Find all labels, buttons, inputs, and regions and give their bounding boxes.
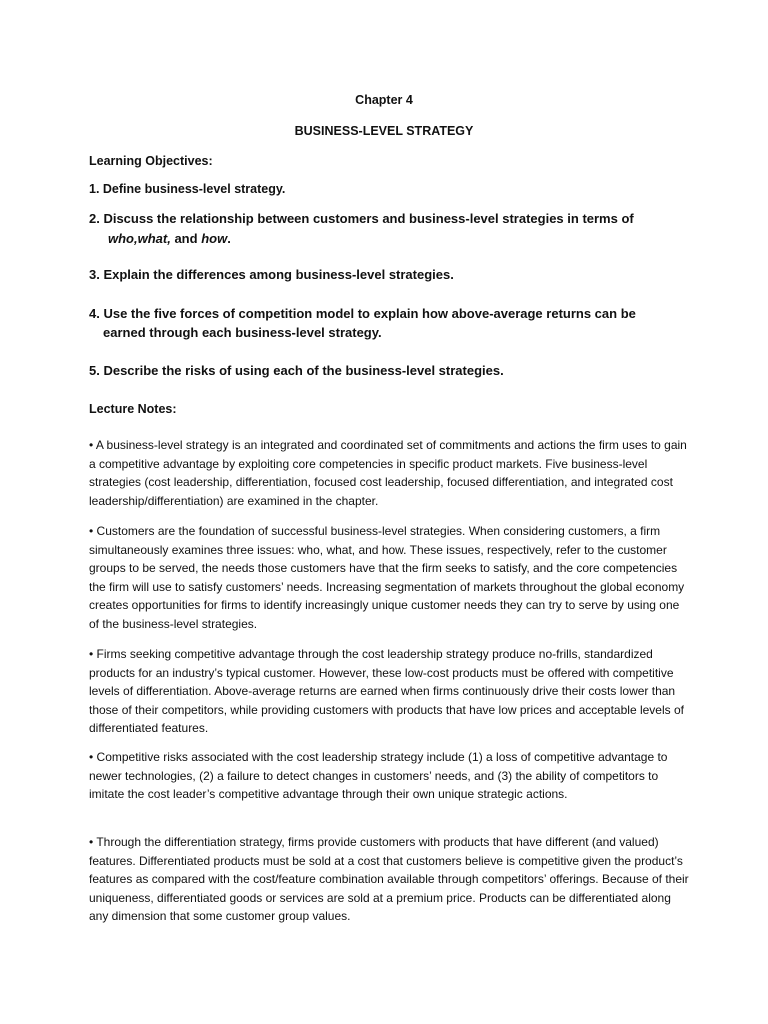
- objective-2-line-2: [108, 231, 231, 246]
- objective-2-who-what: who,what,: [108, 231, 171, 246]
- objective-3: 3. Explain the differences among business-level strategies.: [89, 267, 454, 282]
- objectives-heading: Learning Objectives:: [89, 154, 213, 168]
- lecture-note-paragraph: • Through the differentiation strategy, firms provide customers with products that have different (and valued) features. Differentiated products must be sold at a cost that customers believe is competitive given the product’s features as compared with the cost/feature combination available through competitors’ offerings. Because of their uniqueness, differentiated goods or services are sold at a premium price. Products can be differentiated along any dimension that some customer group values.: [89, 835, 689, 923]
- objective-4-line-2: earned through each business-level strategy.: [103, 325, 382, 340]
- lecture-note-paragraph: • A business-level strategy is an integrated and coordinated set of commitments and actions the firm uses to gain a competitive advantage by exploiting core competencies in specific product markets. Five business-level strategies (cost leadership, differentiation, focused cost leadership, focused differentiation, and integrated cost leadership/differentiation) are examined in the chapter.: [89, 438, 687, 508]
- lecture-note-paragraph: • Competitive risks associated with the cost leadership strategy include (1) a loss of competitive advantage to newer technologies, (2) a failure to detect changes in customers’ needs, and (3) the ability of competitors to imitate the cost leader’s competitive advantage through their own unique strategic actions.: [89, 750, 668, 801]
- objective-2-how: how: [201, 231, 228, 246]
- chapter-label: Chapter 4: [355, 93, 413, 107]
- objective-5: 5. Describe the risks of using each of the business-level strategies.: [89, 363, 504, 378]
- objective-2-and: and: [170, 231, 202, 246]
- objective-2-end: .: [227, 231, 231, 246]
- lecture-note-paragraph: • Customers are the foundation of successful business-level strategies. When considering customers, a firm simultaneously examines three issues: who, what, and how. These issues, respectively, refer to the customer groups to be served, the needs those customers have that the firm seeks to satisfy, and the core competencies the firm will use to satisfy customers’ needs. Increasing segmentation of markets throughout the global economy creates opportunities for firms to identify increasingly unique customer needs they can try to serve by using one of the business-level strategies.: [89, 524, 685, 631]
- objective-2-line-1: 2. Discuss the relationship between customers and business-level strategies in terms of: [89, 211, 634, 226]
- objective-4-line-1: 4. Use the five forces of competition model to explain how above-average returns can be: [89, 306, 636, 321]
- lecture-note-paragraph: • Firms seeking competitive advantage through the cost leadership strategy produce no-frills, standardized products for an industry’s typical customer. However, these low-cost products must be offered with competitive levels of differentiation. Above-average returns are earned when firms continuously drive their costs lower than those of their competitors, while providing customers with products that have low prices and acceptable levels of differentiated features.: [89, 647, 684, 735]
- lecture-notes-heading: Lecture Notes:: [89, 402, 177, 416]
- chapter-title: BUSINESS-LEVEL STRATEGY: [294, 124, 474, 138]
- objective-1: 1. Define business-level strategy.: [89, 182, 286, 196]
